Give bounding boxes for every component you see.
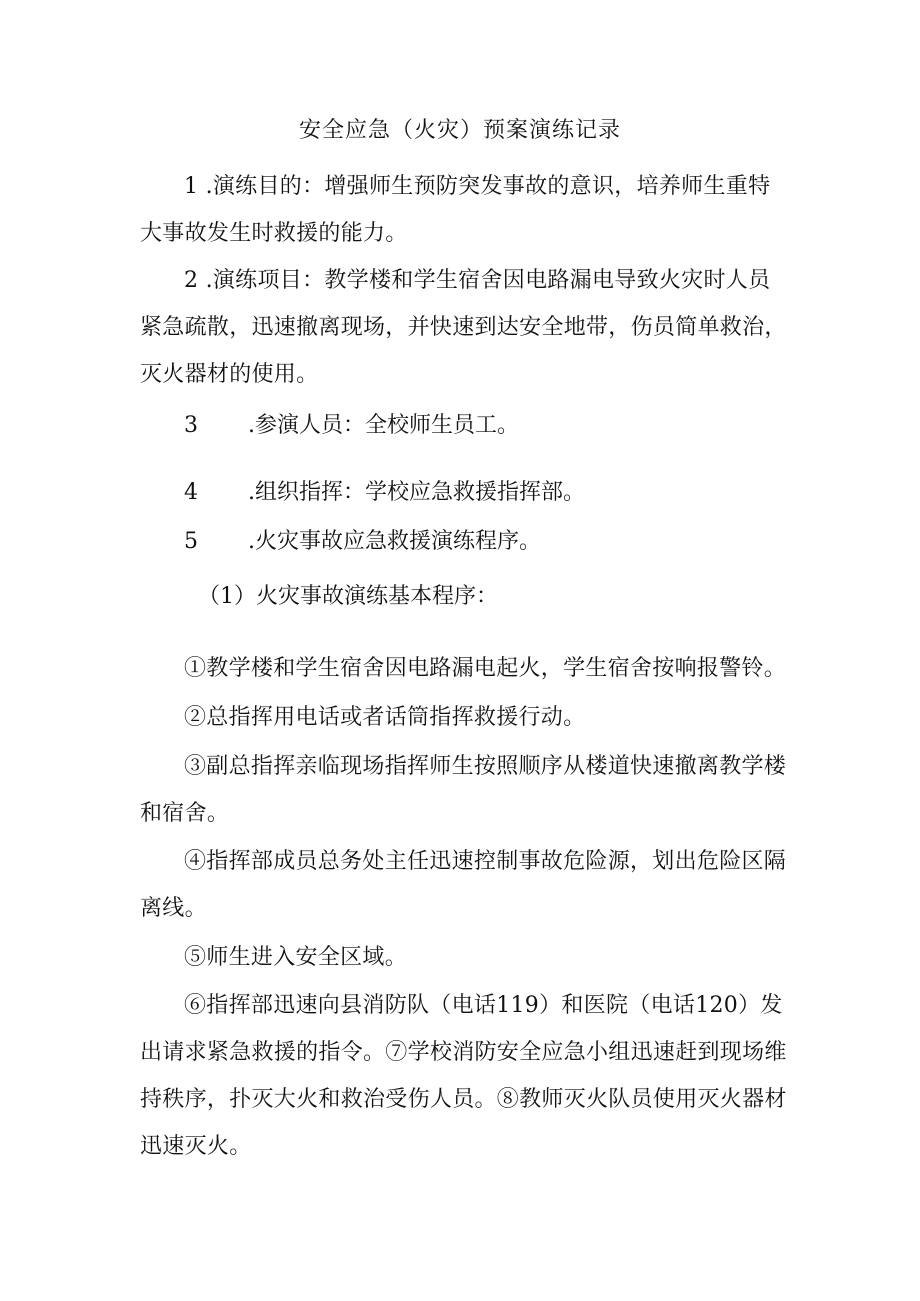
document-title: 安全应急（火灾）预案演练记录: [298, 118, 621, 143]
step-3: ③副总指挥亲临现场指挥师生按照顺序从楼道快速撤离教学楼和宿舍。: [140, 754, 787, 826]
step-6-to-8: ⑥指挥部迅速向县消防队（电话119）和医院（电话120）发出请求紧急救援的指令。⑦学校消防安全应急小组迅速赶到现场维持秩序，扑灭大火和救治受伤人员。⑧教师灭火队员使用灭火器材迅速灭火。: [140, 993, 787, 1159]
item-text: .组织指挥：学校应急救援指挥部。: [248, 480, 585, 505]
step-4: ④指挥部成员总务处主任迅速控制事故危险源，划出危险区隔离线。: [140, 849, 787, 921]
sub-heading: （1）火灾事故演练基本程序：: [198, 584, 498, 609]
item-number: 5: [184, 529, 198, 554]
item-number: 3: [184, 413, 198, 438]
item-4-command: [184, 469, 790, 516]
item-3-participants: [184, 402, 790, 449]
item-5-procedure: [184, 518, 790, 565]
item-2-project: 2 .演练项目：教学楼和学生宿舍因电路漏电导致火灾时人员紧急疏散，迅速撤离现场，并快速到达安全地带，伤员简单救治，灭火器材的使用。: [140, 268, 787, 387]
step-5: ⑤师生进入安全区域。: [184, 945, 408, 970]
item-text: .参演人员：全校师生员工。: [248, 413, 519, 438]
step-2: ②总指挥用电话或者话筒指挥救援行动。: [184, 705, 586, 730]
item-number: 4: [184, 480, 198, 505]
item-1-purpose: 1 .演练目的：增强师生预防突发事故的意识，培养师生重特大事故发生时救援的能力。: [140, 174, 771, 246]
step-1: ①教学楼和学生宿舍因电路漏电起火，学生宿舍按响报警铃。: [184, 656, 787, 681]
item-text: .火灾事故应急救援演练程序。: [248, 529, 541, 554]
